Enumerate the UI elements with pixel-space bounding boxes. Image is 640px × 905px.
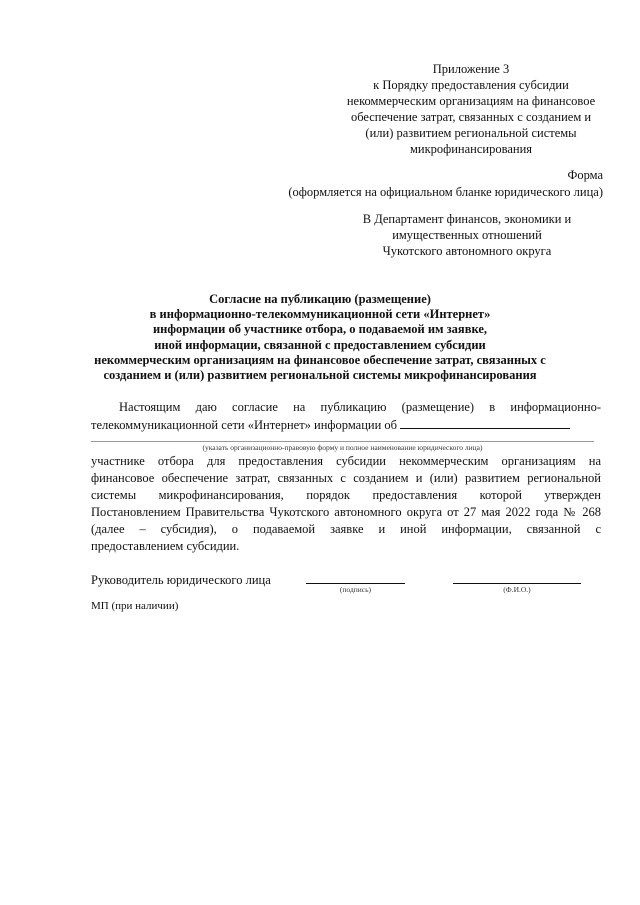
org-name-caption: (указать организационно-правовую форму и полное наименование юридического лица) <box>202 443 483 452</box>
org-name-line <box>91 441 594 442</box>
body-text-line: системы микрофинансирования, порядок предоставления которой утвержден <box>91 488 601 502</box>
body-text-line: Постановлением Правительства Чукотского автономного округа от 27 мая 2022 года № 268 <box>91 505 601 519</box>
appendix-line: некоммерческим организациям на финансовое <box>346 94 596 108</box>
body-line-2-text: телекоммуникационной сети «Интернет» информации об <box>91 418 397 432</box>
addressee-line: В Департамент финансов, экономики и <box>362 212 572 226</box>
title-line: Согласие на публикацию (размещение) <box>209 292 431 306</box>
appendix-line: Приложение 3 <box>432 62 510 76</box>
title-line: в информационно-телекоммуникационной сети «Интернет» <box>149 307 491 322</box>
appendix-line: микрофинансирования <box>409 142 533 156</box>
org-name-blank <box>400 416 570 429</box>
body-line-2 <box>91 416 601 433</box>
addressee-line: имущественных отношений <box>392 228 542 242</box>
stamp-note: МП (при наличии) <box>91 600 179 612</box>
form-note: (оформляется на официальном бланке юридического лица) <box>288 185 603 199</box>
title-line: некоммерческим организациям на финансовое обеспечение затрат, связанных с <box>94 352 546 367</box>
body-text-line: (далее – субсидия), о подаваемой заявке и иной информации, связанной с <box>91 522 601 536</box>
signature-caption: (подпись) <box>339 585 372 594</box>
appendix-line: к Порядку предоставления субсидии <box>373 78 569 92</box>
signature-line <box>306 583 405 584</box>
name-line <box>453 583 581 584</box>
form-label: Форма <box>567 168 603 182</box>
appendix-header <box>340 61 602 157</box>
signer-label: Руководитель юридического лица <box>91 573 271 587</box>
document-title <box>60 292 580 383</box>
title-line: иной информации, связанной с предоставлением субсидии <box>154 337 486 352</box>
title-line: созданием и (или) развитием региональной системы микрофинансирования <box>103 368 537 383</box>
body-text-line: участнике отбора для предоставления субсидии некоммерческим организациям на <box>91 454 601 468</box>
appendix-line: (или) развитием региональной системы <box>365 126 577 140</box>
body-text-line: предоставлением субсидии. <box>91 539 240 553</box>
body-text-line: финансовое обеспечение затрат, связанных с созданием и (или) развитием региональной <box>91 471 601 485</box>
body-line-1: Настоящим даю согласие на публикацию (размещение) в информационно- <box>119 400 601 414</box>
title-line: информации об участнике отбора, о подаваемой им заявке, <box>152 322 488 337</box>
appendix-line: обеспечение затрат, связанных с созданием и <box>350 110 592 124</box>
name-caption: (Ф.И.О.) <box>503 585 531 594</box>
addressee-line: Чукотского автономного округа <box>382 244 552 258</box>
addressee-block <box>344 211 590 259</box>
